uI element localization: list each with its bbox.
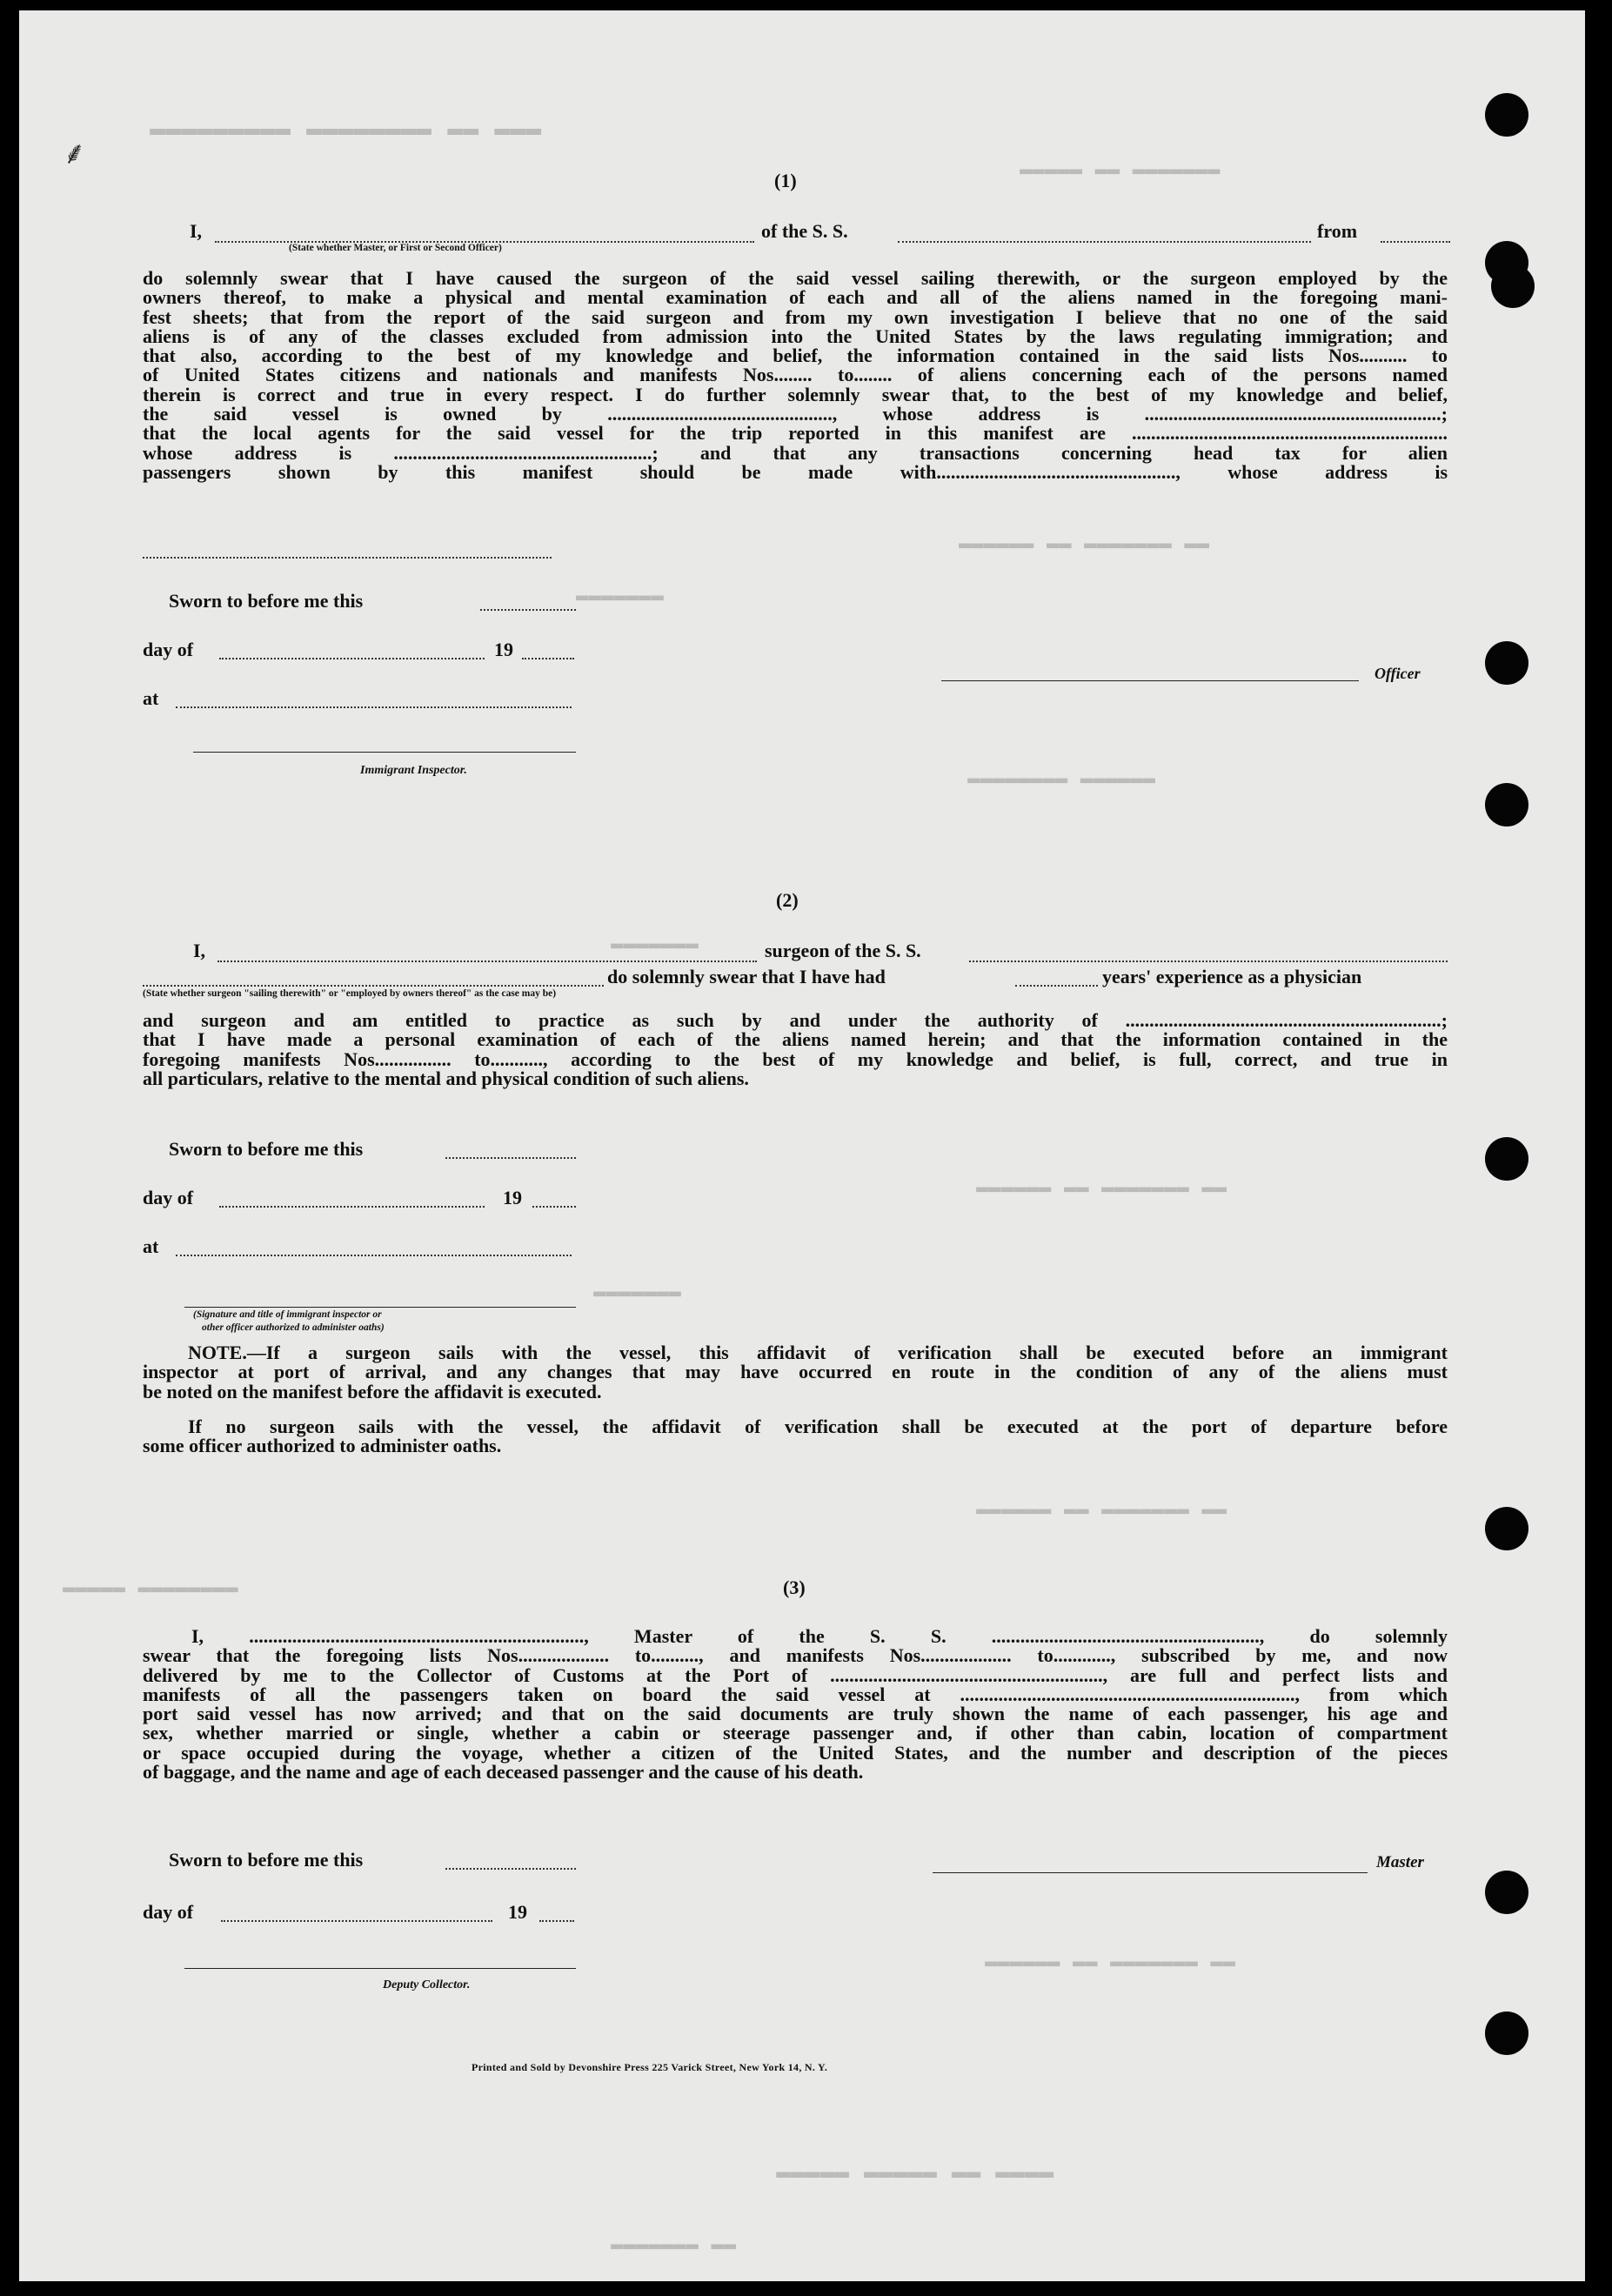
bleed-through: ▬▬ ▬▬▬▬▬▬▬ ▬▬ ▬▬▬▬▬▬ (985, 1951, 1236, 1974)
signature-caption: other officer authorized to administer oaths) (202, 1322, 385, 1333)
bleed-through: ▬▬▬ ▬▬ ▬▬▬▬▬▬▬▬ ▬▬▬▬▬▬▬▬▬ (150, 115, 542, 144)
corner-mark: ⸙ (63, 136, 87, 171)
bleed-through: ▬▬ ▬▬▬▬▬▬▬ (611, 2233, 737, 2257)
bleed-through: ▬▬ ▬▬▬▬▬▬▬ ▬▬ ▬▬▬▬▬▬ (959, 532, 1210, 556)
experience-label: years' experience as a physician (1102, 966, 1362, 987)
punch-hole (1485, 783, 1528, 827)
from-label: from (1317, 220, 1358, 242)
bleed-through: ▬▬▬▬▬▬ ▬▬▬▬▬▬▬▬ (967, 767, 1156, 791)
punch-hole (1485, 1507, 1528, 1550)
oath-paragraph: I, ......................................................................, Master of the S. S. ........................................................, do solemnly swear that the foregoing lists Nos................... to.........., and manifests Nos................... to............, subscribed by me, and now delivered by me to the Collector of Customs at the Port of ........................................................., are full and perfect lists and manifests of all the passengers taken on board the said vessel at ......................................................................, from which port said vessel has now arrived; and that on the said documents are truly shown the name of each passenger, his age and sex, whether married or single, whether a cabin or steerage passenger and, if other than cabin, location of compartment or space occupied during the voyage, whether a citizen of the United States, and the number and description of the pieces of baggage, and the name and age of each deceased passenger and the cause of his death. (143, 1625, 1448, 1784)
blank-line[interactable] (143, 557, 552, 559)
blank-line[interactable] (445, 1868, 576, 1870)
blank-line[interactable] (1381, 241, 1450, 243)
day-of-label: day of (143, 1187, 194, 1208)
blank-line[interactable] (219, 658, 485, 659)
note-paragraph: NOTE.—If a surgeon sails with the vessel, this affidavit of verification shall be executed before an immigrant inspector at port of arrival, and any changes that may have occurred en route in the condition of any of the aliens must be noted on the manifest before the affidavit is executed. (143, 1342, 1448, 1402)
sworn-label: Sworn to before me this (169, 1138, 364, 1160)
officer-signature-line[interactable] (941, 680, 1359, 681)
collector-caption: Deputy Collector. (383, 1978, 471, 1991)
punch-hole (1491, 264, 1535, 308)
field-caption: (State whether Master, or First or Second Officer) (289, 243, 502, 253)
at-label: at (143, 687, 159, 709)
day-of-label: day of (143, 1901, 194, 1923)
bleed-through: ▬▬ ▬▬▬▬▬▬▬ ▬▬ ▬▬▬▬▬▬ (976, 1176, 1227, 1200)
blank-line[interactable] (176, 1255, 572, 1256)
oath-paragraph: and surgeon and am entitled to practice as such by and under the authority of ..................................................................; that I have made a personal examination of each of the aliens named herein; and that the information contained in the foregoing manifests Nos................ to..........., according to the best of my knowledge and belief, is full, correct, and true in all particulars, relative to the mental and physical condition of such aliens. (143, 1009, 1448, 1089)
bleed-through: ▬▬▬▬▬▬▬ (576, 585, 664, 608)
blank-line[interactable] (969, 961, 1448, 962)
year-label: 19 (508, 1901, 527, 1923)
inspector-caption: Immigrant Inspector. (360, 764, 467, 777)
punch-hole (1485, 1871, 1528, 1914)
bleed-through: ▬▬▬▬▬▬▬▬ ▬▬▬▬▬ (63, 1576, 238, 1600)
punch-hole (1485, 641, 1528, 685)
blank-line[interactable] (1015, 985, 1098, 987)
swear-label: do solemnly swear that I have had (607, 966, 886, 987)
blank-line[interactable] (445, 1157, 576, 1159)
blank-line[interactable] (532, 1206, 576, 1208)
blank-line[interactable] (217, 961, 757, 962)
blank-line[interactable] (176, 706, 572, 708)
oath-intro: I, (193, 940, 206, 961)
bleed-through: ▬▬▬▬ ▬▬ ▬▬▬▬▬ ▬▬▬▬▬ (776, 2159, 1054, 2186)
vessel-label: of the S. S. (761, 220, 848, 242)
inspector-signature-line[interactable] (193, 752, 576, 753)
section-number: (2) (776, 889, 799, 911)
form-page (19, 10, 1585, 2281)
section-number: (1) (774, 170, 797, 191)
punch-hole (1485, 93, 1528, 137)
collector-signature-line[interactable] (184, 1968, 576, 1969)
blank-line[interactable] (898, 241, 1311, 243)
at-label: at (143, 1235, 159, 1257)
oath-intro: I, (190, 220, 203, 242)
bleed-through: ▬▬▬▬▬▬▬ (593, 1281, 681, 1304)
section-number: (3) (783, 1576, 806, 1598)
blank-line[interactable] (522, 658, 574, 659)
master-caption: Master (1376, 1853, 1424, 1871)
day-of-label: day of (143, 639, 194, 660)
year-label: 19 (503, 1187, 522, 1208)
blank-line[interactable] (143, 985, 604, 987)
bleed-through: ▬▬ ▬▬▬▬▬▬▬ ▬▬ ▬▬▬▬▬▬ (976, 1498, 1227, 1522)
bleed-through: ▬▬▬▬▬▬▬ ▬▬ ▬▬▬▬▬ (1020, 158, 1221, 182)
inspector-signature-line[interactable] (184, 1307, 576, 1308)
sworn-label: Sworn to before me this (169, 590, 364, 612)
punch-hole (1485, 2012, 1528, 2055)
punch-hole (1485, 1137, 1528, 1181)
printer-imprint: Printed and Sold by Devonshire Press 225 Varick Street, New York 14, N. Y. (472, 2061, 828, 2073)
bleed-through: ▬▬▬▬▬▬▬ (611, 933, 699, 956)
sworn-label: Sworn to before me this (169, 1849, 364, 1871)
master-signature-line[interactable] (933, 1872, 1368, 1873)
note-paragraph: If no surgeon sails with the vessel, the affidavit of verification shall be executed at the port of departure before some officer authorized to administer oaths. (143, 1416, 1448, 1457)
year-label: 19 (494, 639, 513, 660)
surgeon-label: surgeon of the S. S. (765, 940, 921, 961)
officer-caption: Officer (1375, 665, 1421, 682)
blank-line[interactable] (539, 1920, 574, 1922)
signature-caption: (Signature and title of immigrant inspector or (193, 1309, 382, 1320)
oath-paragraph: do solemnly swear that I have caused the surgeon of the said vessel sailing therewith, or the surgeon employed by the owners thereof, to make a physical and mental examination of each and all of the aliens named in the foregoing mani- fest sheets; that from the report of the said surgeon and from my own investigation I believe that no one of the said aliens is of any of the classes excluded from admission into the United States by the laws regulating immigration; and that also, according to the best of my knowledge and belief, the information contained in the said lists Nos.......... to of United States citizens and nationals and manifests Nos........ to........ of aliens concerning each of the persons named therein is correct and true in every respect. I do further solemnly swear that, to the best of my knowledge and belief, the said vessel is owned by ..............................................., whose address is ..............................................................; that the local agents for the said vessel for the trip reported in this manifest are .................................................................. whose address is ......................................................; and that any transactions concerning head tax for alien passengers shown by this manifest should be made with.................................................., whose address is (143, 267, 1448, 483)
blank-line[interactable] (221, 1920, 492, 1922)
blank-line[interactable] (219, 1206, 485, 1208)
field-caption: (State whether surgeon "sailing therewith" or "employed by owners thereof" as the case may be) (143, 988, 557, 999)
blank-line[interactable] (480, 609, 576, 611)
